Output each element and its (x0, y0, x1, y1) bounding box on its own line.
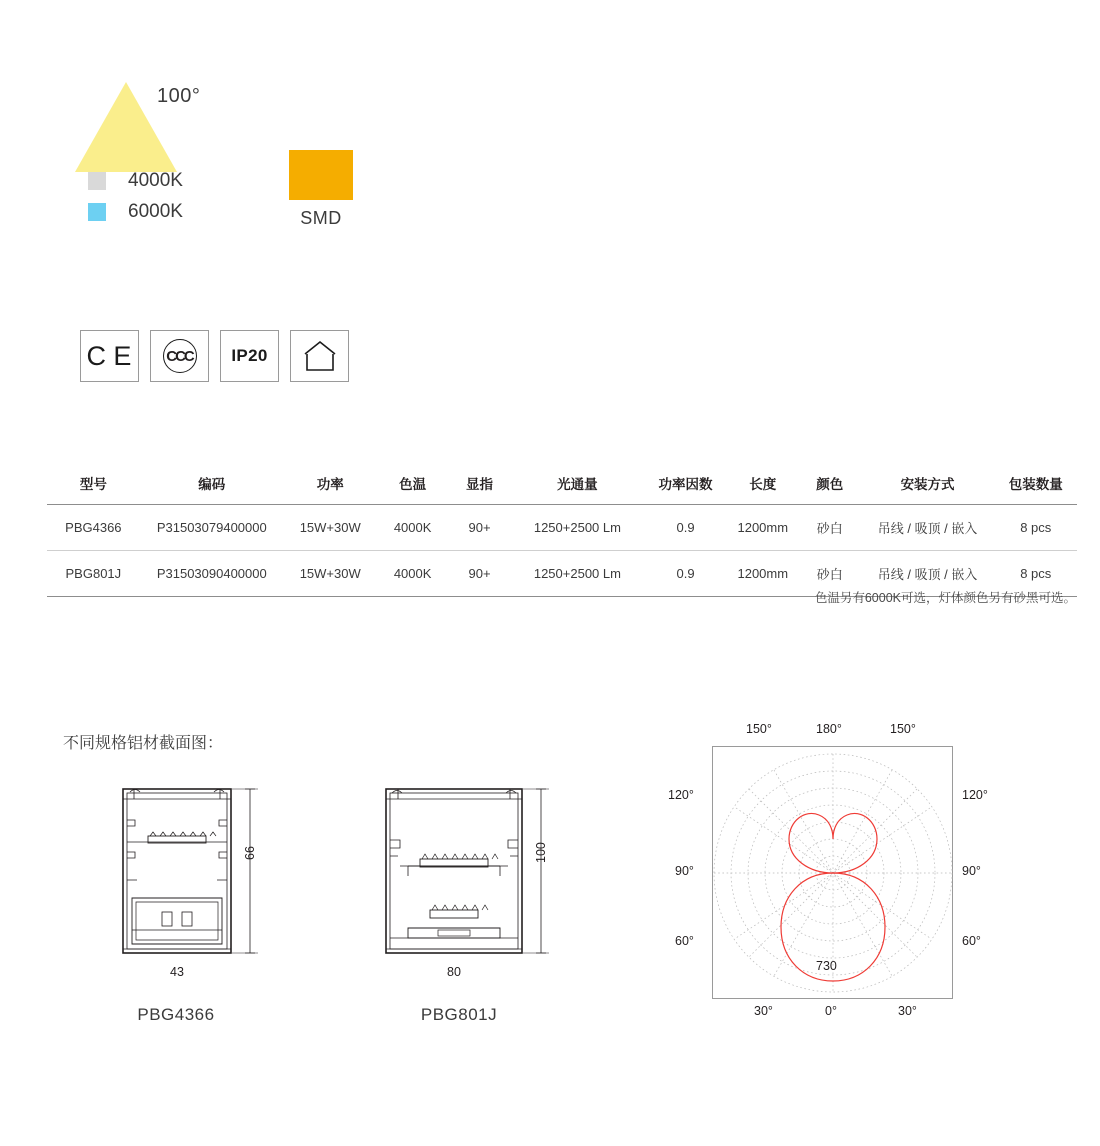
polar-label-left-120: 120° (668, 788, 694, 802)
ip-rating-label: IP20 (231, 346, 268, 365)
house-icon (303, 340, 337, 372)
profile-width-label-pbg4366: 43 (110, 965, 244, 979)
col-mounting: 安装方式 (900, 477, 955, 492)
smd-swatch (289, 150, 353, 200)
cell-color: 砂白 (816, 521, 843, 536)
polar-center-value: 730 (816, 959, 837, 973)
polar-label-left-60: 60° (675, 934, 694, 948)
cell-cct: 4000K (393, 566, 432, 581)
cell-length: 1200mm (737, 566, 789, 581)
table-footnote: 色温另有6000K可选，灯体颜色另有砂黑可选。 (814, 591, 1076, 605)
polar-label-top-center: 180° (816, 722, 842, 736)
table-header-row (47, 467, 1077, 505)
col-lumen: 光通量 (557, 477, 598, 492)
polar-label-right-60: 60° (962, 934, 981, 948)
cell-power: 15W+30W (299, 566, 361, 581)
cell-cct: 4000K (393, 520, 432, 535)
profile-height-label-pbg4366: 66 (243, 846, 257, 860)
cct-label-4000k: 4000K (128, 169, 183, 191)
col-length: 长度 (749, 477, 777, 492)
polar-label-top-left: 150° (746, 722, 772, 736)
ce-mark-icon (80, 330, 139, 382)
polar-label-right-120: 120° (962, 788, 988, 802)
cell-package: 8 pcs (1020, 520, 1052, 535)
col-cri: 显指 (466, 477, 494, 492)
polar-label-bottom-left: 30° (754, 1004, 773, 1018)
cell-pf: 0.9 (676, 566, 695, 581)
cell-model: PBG801J (65, 566, 122, 581)
cell-cri: 90+ (468, 520, 491, 535)
cell-power: 15W+30W (299, 520, 361, 535)
cell-color: 砂白 (816, 567, 843, 582)
ce-mark-label: C E (86, 340, 133, 371)
color-temperature-list (88, 165, 183, 227)
col-package: 包装数量 (1008, 477, 1063, 492)
col-color: 颜色 (816, 477, 844, 492)
cell-lumen: 1250+2500 Lm (533, 520, 621, 535)
ip-rating-icon (220, 330, 279, 382)
profile-drawing-pbg801j (378, 780, 568, 1030)
list-item (88, 196, 183, 227)
polar-label-top-right: 150° (890, 722, 916, 736)
cct-label-6000k: 6000K (128, 200, 183, 222)
list-item (88, 165, 183, 196)
certification-icons (80, 330, 349, 382)
profile-svg-pbg4366 (110, 780, 270, 965)
cell-package: 8 pcs (1020, 566, 1052, 581)
profile-drawing-pbg4366 (110, 780, 270, 1030)
cell-pf: 0.9 (676, 520, 695, 535)
profile-svg-pbg801j (378, 780, 568, 965)
profile-caption-pbg801j: PBG801J (420, 1005, 498, 1024)
cell-mounting: 吊线 / 吸顶 / 嵌入 (877, 521, 978, 536)
col-pf: 功率因数 (658, 477, 713, 492)
cell-length: 1200mm (737, 520, 789, 535)
beam-angle-label: 100° (157, 85, 201, 107)
polar-label-left-90: 90° (675, 864, 694, 878)
cell-code: P31503090400000 (156, 566, 267, 581)
ccc-mark-icon (150, 330, 209, 382)
cell-model: PBG4366 (65, 520, 122, 535)
cell-cri: 90+ (468, 566, 491, 581)
smd-label: SMD (300, 208, 342, 228)
col-code: 编码 (198, 477, 226, 492)
polar-label-right-90: 90° (962, 864, 981, 878)
light-source-block (289, 150, 353, 229)
cell-code: P31503079400000 (156, 520, 267, 535)
polar-label-bottom-right: 30° (898, 1004, 917, 1018)
ccc-mark-label: CCC (163, 339, 197, 373)
cct-swatch-6000k (88, 203, 106, 221)
col-power: 功率 (316, 477, 344, 492)
photometric-polar-chart (668, 722, 988, 1018)
polar-chart-frame (712, 746, 953, 999)
cct-swatch-4000k (88, 172, 106, 190)
cell-mounting: 吊线 / 吸顶 / 嵌入 (877, 567, 978, 582)
polar-label-bottom-center: 0° (825, 1004, 837, 1018)
page-title: 不同规格铝材截面图： (63, 735, 224, 752)
col-model: 型号 (79, 477, 107, 492)
profile-width-label-pbg801j: 80 (378, 965, 530, 979)
cell-lumen: 1250+2500 Lm (533, 566, 621, 581)
specification-table (47, 467, 1077, 597)
indoor-use-icon (290, 330, 349, 382)
profile-caption-pbg4366: PBG4366 (137, 1005, 215, 1024)
table-row (47, 505, 1077, 551)
profile-height-label-pbg801j: 100 (534, 842, 548, 863)
col-cct: 色温 (399, 477, 427, 492)
